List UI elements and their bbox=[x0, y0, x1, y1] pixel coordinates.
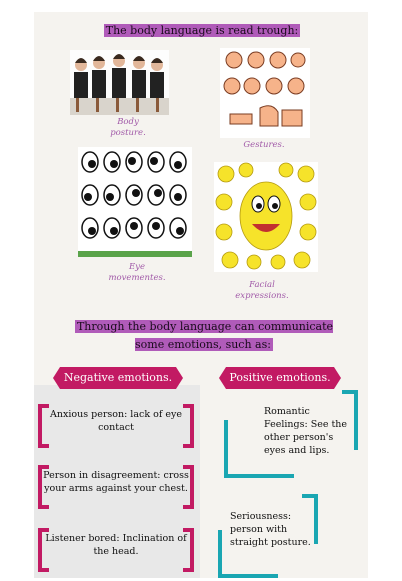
facial-expressions-photo bbox=[214, 162, 318, 272]
smiley-faces-illustration bbox=[214, 162, 318, 272]
body-posture-photo bbox=[70, 50, 169, 115]
positive-emotions-heading: Positive emotions. bbox=[226, 367, 334, 389]
negative-emotions-heading: Negative emotions. bbox=[60, 367, 176, 389]
hand-gestures-illustration bbox=[220, 48, 310, 138]
caption-gestures: Gestures. bbox=[243, 140, 285, 150]
bracket-right bbox=[183, 528, 194, 572]
negative-item-anxious: Anxious person: lack of eye contact bbox=[40, 404, 192, 448]
negative-item-bored: Listener bored: Inclination of the head. bbox=[40, 528, 192, 572]
infographic bbox=[34, 12, 368, 578]
bracket-left bbox=[38, 404, 49, 448]
eye-movements-photo bbox=[78, 147, 192, 257]
section2-title: Through the body language can communicate some emotions, such as: bbox=[76, 320, 334, 351]
bracket-left bbox=[38, 528, 49, 572]
positive-item-seriousness: Seriousness: person with straight posture. bbox=[230, 511, 311, 548]
bracket-right bbox=[183, 465, 194, 509]
caption-body-posture: Body posture. bbox=[110, 117, 146, 138]
eyes-illustration bbox=[78, 147, 192, 257]
positive-item-romantic: Romantic Feelings: See the other person's eyes and lips. bbox=[264, 406, 348, 456]
bracket-left bbox=[38, 465, 49, 509]
bracket-right bbox=[183, 404, 194, 448]
header-title: The body language is read trough: bbox=[105, 24, 299, 37]
gestures-photo bbox=[220, 48, 310, 138]
seated-people-illustration bbox=[70, 50, 169, 115]
negative-item-disagreement: Person in disagreement: cross your arms against your chest. bbox=[40, 465, 192, 509]
caption-facial-expressions: Facial expressions. bbox=[235, 280, 289, 301]
caption-eye-movements: Eye movementes. bbox=[108, 262, 166, 283]
